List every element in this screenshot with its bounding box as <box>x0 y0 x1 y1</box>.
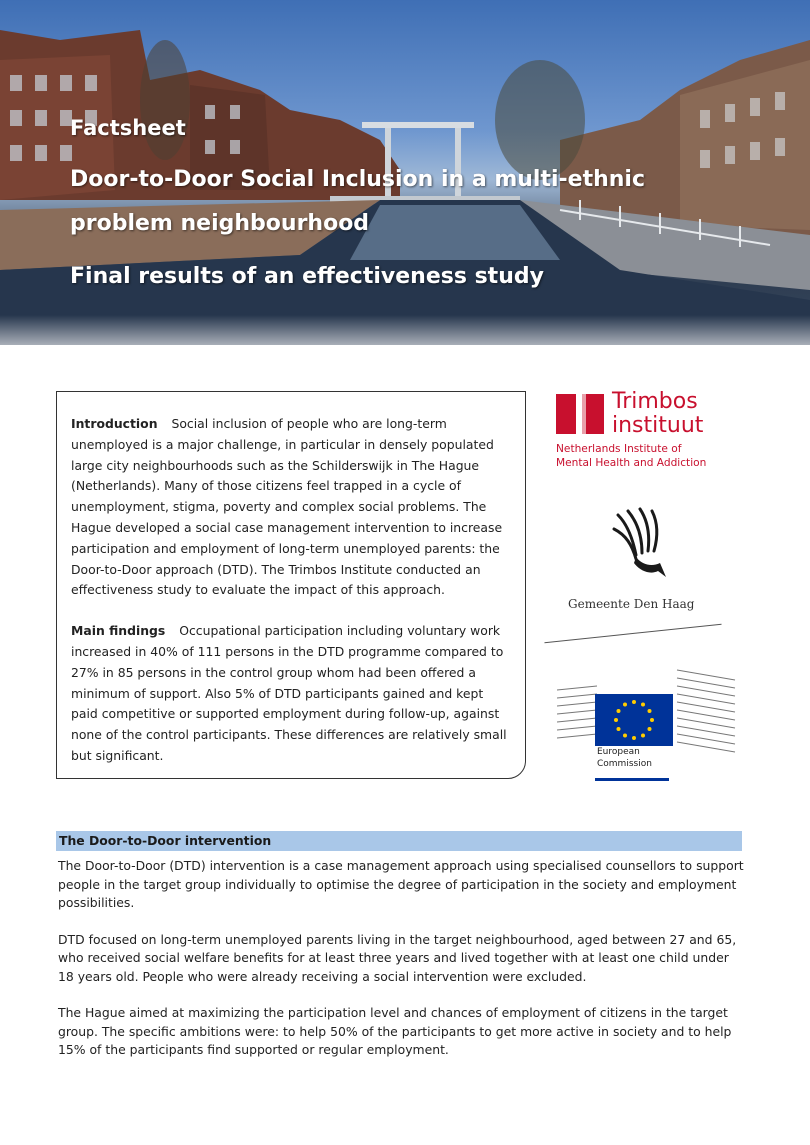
section-paragraph: DTD focused on long-term unemployed parents living in the target neighbourhood, aged between 27 and 65, who received social welfare benefits for at least three years and lived together with at least one child under 18 years old. People who were already receiving a social intervention were excluded. <box>58 931 737 984</box>
intro-box <box>56 391 526 779</box>
trimbos-subtitle <box>556 442 776 470</box>
den-haag-name: Gemeente Den Haag <box>568 597 695 611</box>
page-title-line1: Door-to-Door Social Inclusion in a multi-ethnic <box>70 167 646 192</box>
intro-text: Social inclusion of people who are long-term unemployed is a major challenge, in particular in densely populated large city neighbourhoods such as the Schilderswijk in The Hague (Netherlands). Many of those citizens feel trapped in a cycle of unemployment, stigma, poverty and complex social problems. The Hague developed a social case management intervention to increase participation and employment of long-term unemployed parents: the Door-to-Door approach (DTD). The Trimbos Institute conducted an effectiveness study to evaluate the impact of this approach. <box>71 416 503 598</box>
trimbos-sub-line1: Netherlands Institute of <box>556 443 682 455</box>
trimbos-logo <box>556 389 756 482</box>
factsheet-label: Factsheet <box>70 116 186 140</box>
findings-text: Occupational participation including voluntary work increased in 40% of 111 persons in the DTD programme compared to 27% in 85 persons in the control group whom had been offered a minimum of support. Also 5% of DTD participants gained and kept paid competitive or supported employment during follow-up, against none of the control participants. These differences are relatively small but significant. <box>71 623 507 763</box>
den-haag-logo <box>556 505 736 645</box>
trimbos-name-line1: Trimbos <box>612 389 698 414</box>
trimbos-mark-icon <box>556 394 608 436</box>
page-subtitle: Final results of an effectiveness study <box>70 264 544 289</box>
intro-paragraph <box>71 414 511 601</box>
ec-name <box>597 746 652 770</box>
section-paragraph: The Hague aimed at maximizing the participation level and chances of employment of citizens in the target group. The specific ambitions were: to help 50% of the participants to get more active in society and to help 15% of the participants find supported or regular employment. <box>58 1005 732 1057</box>
ec-name-line2: Commission <box>597 759 652 769</box>
den-haag-rule <box>544 624 721 644</box>
section-paragraph: The Door-to-Door (DTD) intervention is a case management approach using specialised counsellors to support people in the target group individually to optimise the degree of participation in the society and employment possibilities. <box>58 858 744 910</box>
trimbos-name <box>612 390 703 438</box>
section-header: The Door-to-Door intervention <box>56 831 742 851</box>
trimbos-sub-line2: Mental Health and Addiction <box>556 457 707 469</box>
hero-fade <box>0 315 810 345</box>
findings-heading: Main findings <box>71 623 166 639</box>
trimbos-name-line2: instituut <box>612 413 704 438</box>
findings-paragraph <box>71 621 511 767</box>
ec-name-line1: European <box>597 747 640 757</box>
intro-heading: Introduction <box>71 416 158 431</box>
stork-icon <box>608 505 668 585</box>
hero-banner <box>0 0 810 345</box>
european-commission-logo <box>557 660 737 785</box>
section-body <box>58 857 748 1078</box>
page-title-line2: problem neighbourhood <box>70 211 370 236</box>
